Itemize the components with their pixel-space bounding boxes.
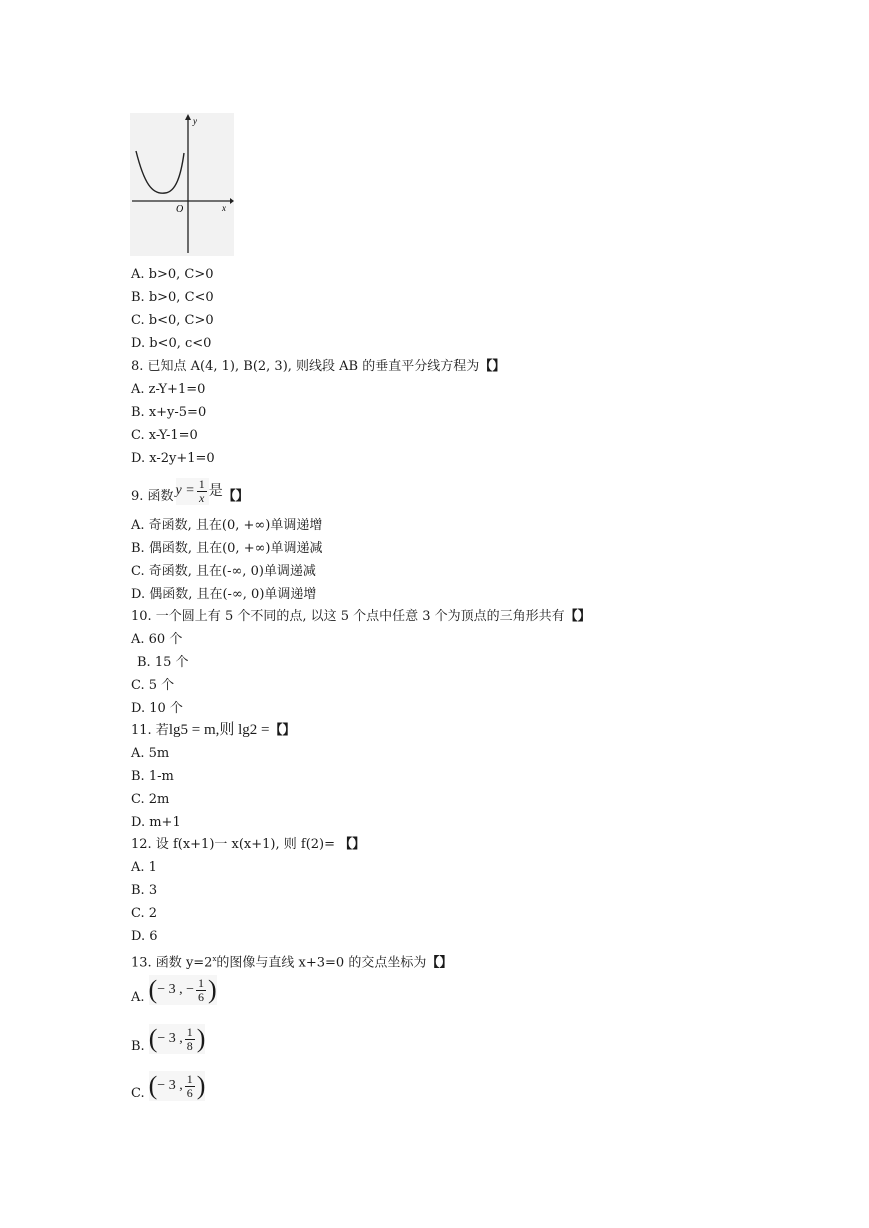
q11-option-a: A. 5m: [131, 746, 170, 761]
q9-option-a: A. 奇函数, 且在(0, +∞)单调递增: [131, 518, 323, 533]
q8-stem-text: 8. 已知点 A(4, 1), B(2, 3), 则线段 AB 的垂直平分线方程为: [131, 359, 480, 374]
q9-suffix: 是: [208, 483, 223, 499]
q13-option-a-den: 6: [198, 989, 204, 1004]
q10-option-c: C. 5 个: [131, 678, 175, 693]
q10-stem-text: 10. 一个圆上有 5 个不同的点, 以这 5 个点中任意 3 个为顶点的三角形共有: [131, 609, 565, 624]
q12-bracket: 【】: [339, 837, 366, 852]
q13-option-a-x: − 3 , −: [157, 982, 194, 997]
q10-option-d: D. 10 个: [131, 701, 183, 716]
q8-option-b: B. x+y-5=0: [131, 405, 207, 420]
q12-option-a: A. 1: [131, 860, 157, 875]
q8-stem: [131, 359, 505, 375]
q8-option-d: D. x-2y+1=0: [131, 451, 215, 466]
q11-prefix: 11. 若: [131, 723, 169, 738]
q11-option-c: C. 2m: [131, 792, 170, 807]
q11-formula: lg5 = m,则 lg2 =: [168, 722, 270, 738]
q9-fraction: [197, 478, 207, 505]
q9-stem: [131, 474, 249, 508]
q11-bracket: 【】: [269, 723, 296, 738]
x-axis-label: x: [222, 203, 226, 213]
q10-option-b: B. 15 个: [137, 655, 189, 670]
q13-stem-b: 的图像与直线 x+3=0 的交点坐标为: [216, 955, 427, 971]
q13-option-a: [131, 972, 217, 1008]
q13-bracket: 【】: [426, 955, 453, 971]
q13-option-a-label: A.: [131, 989, 145, 1005]
q7-option-b: B. b>0, C<0: [131, 290, 214, 305]
q9-option-d: D. 偶函数, 且在(-∞, 0)单调递增: [131, 587, 317, 602]
q13-option-b-num: 1: [186, 1024, 193, 1039]
q10-stem: [131, 609, 591, 625]
q13-option-b-den: 8: [186, 1038, 193, 1053]
origin-label: O: [176, 204, 184, 215]
q13-option-b-formula: ( − 3 , $\frac{1}{8}$ ): [148, 1024, 206, 1053]
parabola-graph: [130, 113, 234, 256]
q13-option-a-formula: ( − 3 , − $\frac{1}{6}$ ): [148, 975, 217, 1004]
q13-option-c-label: C.: [131, 1085, 145, 1101]
q13-sup: x: [212, 955, 217, 963]
q9-option-c: C. 奇函数, 且在(-∞, 0)单调递减: [131, 564, 316, 579]
q12-stem: [131, 837, 365, 853]
q13-stem: [131, 951, 452, 971]
q13-option-a-num: 1: [198, 975, 204, 990]
q7-option-d: D. b<0, c<0: [131, 336, 212, 351]
q8-option-c: C. x-Y-1=0: [131, 428, 198, 443]
q12-option-c: C. 2: [131, 906, 158, 921]
q12-stem-text: 12. 设 f(x+1)一 x(x+1), 则 f(2)=: [131, 837, 336, 852]
q10-option-a: A. 60 个: [131, 632, 183, 647]
q13-option-b-x: − 3 ,: [157, 1031, 183, 1046]
q7-option-a: A. b>0, C>0: [131, 267, 214, 282]
q8-option-a: A. z-Y+1=0: [131, 382, 206, 397]
q9-frac-den: x: [199, 490, 205, 505]
q8-bracket: 【】: [479, 359, 506, 374]
q7-option-c: C. b<0, C>0: [131, 313, 214, 328]
q9-formula-lhs: y =: [175, 483, 195, 498]
q12-option-d: D. 6: [131, 929, 158, 944]
q13-option-b-label: B.: [131, 1038, 145, 1054]
q12-option-b: B. 3: [131, 883, 158, 898]
q9-formula: [176, 478, 209, 505]
q9-frac-num: 1: [198, 476, 205, 491]
q13-stem-a: 13. 函数 y=2: [131, 955, 213, 971]
q11-stem: [131, 722, 296, 739]
q13-option-c-x: − 3 ,: [157, 1078, 183, 1093]
q11-option-b: B. 1-m: [131, 769, 174, 784]
q13-option-c: [131, 1068, 205, 1104]
q13-option-c-num: 1: [186, 1071, 193, 1086]
q13-option-b: [131, 1021, 205, 1057]
q9-option-b: B. 偶函数, 且在(0, +∞)单调递减: [131, 541, 323, 556]
q11-option-d: D. m+1: [131, 815, 181, 830]
q9-prefix: 9. 函数: [131, 489, 174, 504]
q13-option-c-formula: ( − 3 , $\frac{1}{6}$ ): [148, 1071, 206, 1100]
q9-bracket: 【】: [222, 489, 249, 504]
y-axis-label: y: [193, 116, 197, 126]
q13-option-c-den: 6: [186, 1085, 193, 1100]
q10-bracket: 【】: [564, 609, 591, 624]
